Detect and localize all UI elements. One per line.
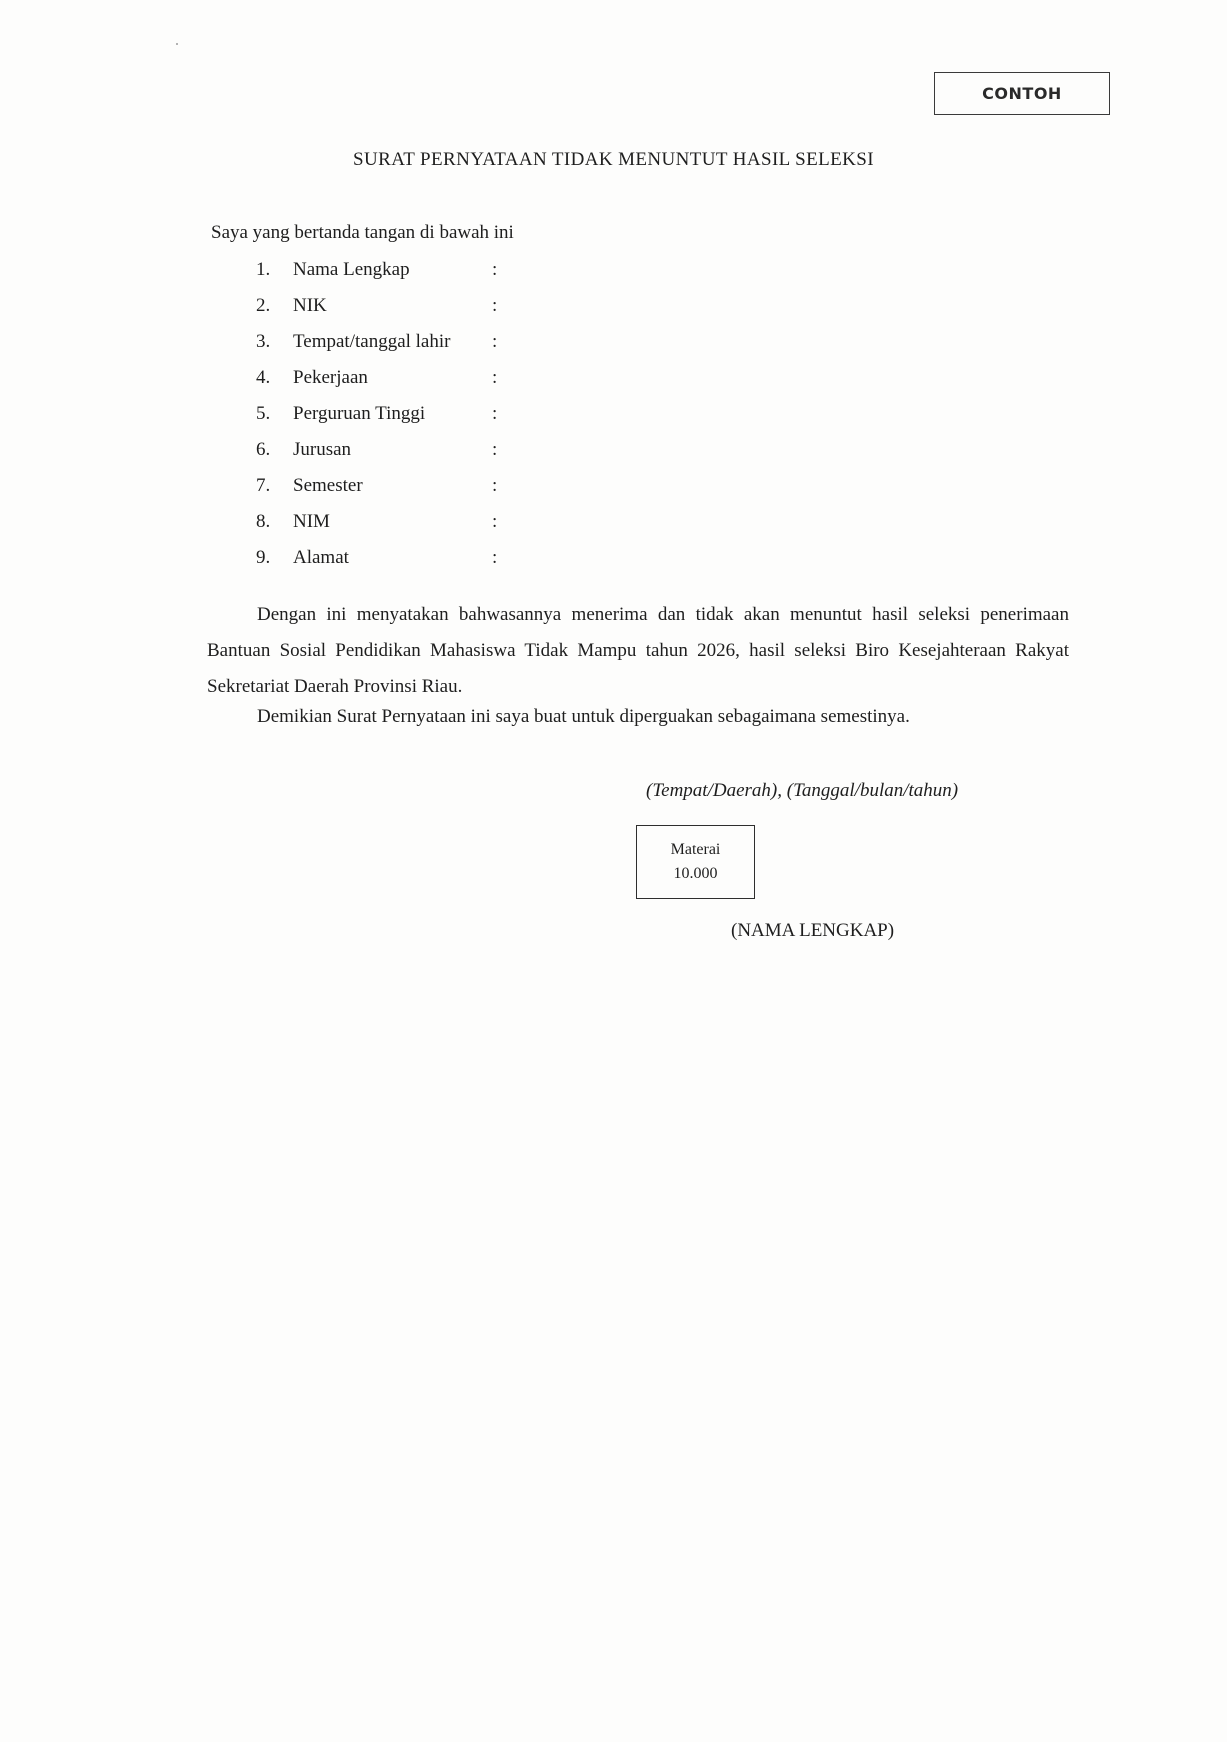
field-row-nim (256, 504, 512, 540)
field-label: Nama Lengkap (293, 259, 410, 280)
field-colon: : (492, 403, 498, 424)
field-label: NIK (293, 295, 327, 316)
field-label: NIM (293, 511, 330, 532)
field-colon: : (492, 475, 498, 496)
field-number: 8. (256, 511, 271, 532)
materai-value: 10.000 (673, 865, 718, 882)
field-colon: : (492, 259, 498, 280)
signer-name: (NAMA LENGKAP) (731, 920, 895, 941)
materai-stamp-box (636, 825, 755, 899)
contoh-stamp (934, 72, 1110, 115)
field-colon: : (492, 331, 498, 352)
field-number: 4. (256, 367, 271, 388)
field-label: Perguruan Tinggi (293, 403, 426, 424)
field-number: 5. (256, 403, 271, 424)
field-number: 1. (256, 259, 271, 280)
field-colon: : (492, 511, 498, 532)
field-colon: : (492, 547, 498, 568)
field-number: 2. (256, 295, 271, 316)
field-number: 9. (256, 547, 271, 568)
field-colon: : (492, 439, 498, 460)
field-number: 6. (256, 439, 271, 460)
field-row-tempat-tanggal-lahir (256, 324, 512, 360)
field-row-nama-lengkap (256, 252, 512, 288)
closing-sentence: Demikian Surat Pernyataan ini saya buat untuk diperguakan sebagaimana semestinya. (257, 706, 910, 727)
field-colon: : (492, 367, 498, 388)
field-label: Tempat/tanggal lahir (293, 331, 451, 352)
field-label: Pekerjaan (293, 367, 368, 388)
materai-label: Materai (670, 841, 721, 858)
field-number: 7. (256, 475, 271, 496)
field-row-semester (256, 468, 512, 504)
identity-field-list (256, 252, 512, 576)
field-row-alamat (256, 540, 512, 576)
field-row-nik (256, 288, 512, 324)
place-date-line: (Tempat/Daerah), (Tanggal/bulan/tahun) (646, 780, 959, 801)
scan-speck (176, 43, 178, 45)
document-title: SURAT PERNYATAAN TIDAK MENUNTUT HASIL SELEKSI (353, 149, 874, 170)
field-row-pekerjaan (256, 360, 512, 396)
field-label: Semester (293, 475, 363, 496)
field-row-perguruan-tinggi (256, 396, 512, 432)
field-label: Alamat (293, 547, 349, 568)
field-label: Jurusan (293, 439, 352, 460)
field-number: 3. (256, 331, 271, 352)
statement-paragraph: Dengan ini menyatakan bahwasannya menerima dan tidak akan menuntut hasil seleksi penerimaan Bantuan Sosial Pendidikan Mahasiswa Tidak Mampu tahun 2026, hasil seleksi Biro Kesejahteraan Rakyat Sekretariat Daerah Provinsi Riau. (207, 604, 1069, 697)
field-colon: : (492, 295, 498, 316)
intro-text: Saya yang bertanda tangan di bawah ini (211, 222, 514, 243)
contoh-stamp-label: CONTOH (982, 84, 1062, 103)
field-row-jurusan (256, 432, 512, 468)
